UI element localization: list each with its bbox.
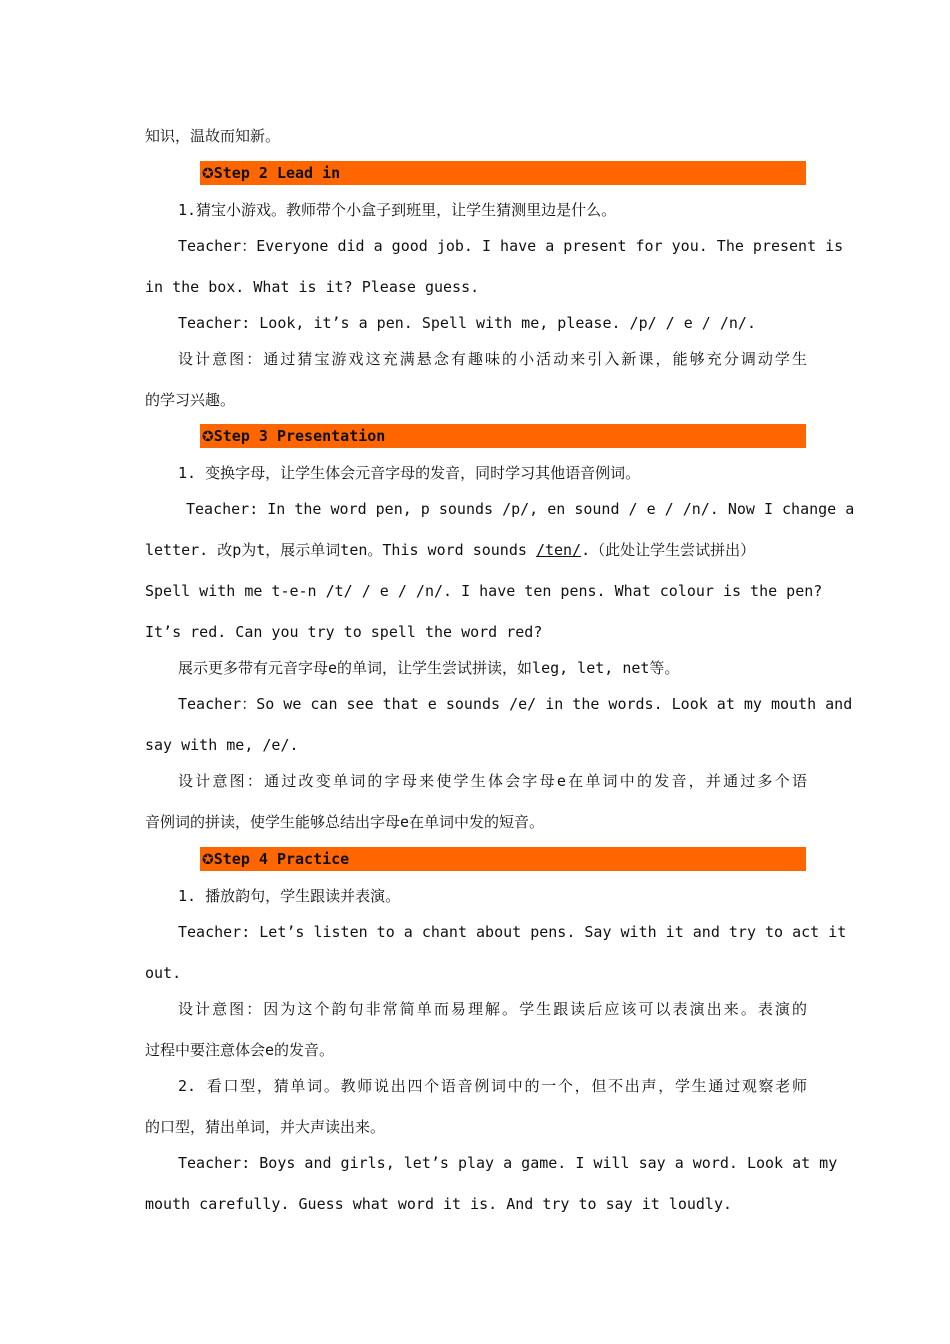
step3-teacher1-line2 [145, 540, 807, 560]
step3-teacher2-line2: say with me, /e/. [145, 736, 299, 754]
step2-heading-bar [200, 161, 806, 185]
step4-teacher2-line1: Teacher: Boys and girls, let’s play a game. I will say a word. Look at my [178, 1154, 838, 1172]
step4-item2-line2: 的口型，猜出单词，并大声读出来。 [145, 1118, 386, 1136]
step4-teacher1-line1: Teacher: Let’s listen to a chant about pens. Say with it and try to act it [178, 923, 847, 941]
step3-design-line2: 音例词的拼读，使学生能够总结出字母e在单词中发的短音。 [145, 813, 545, 831]
star-icon: ✪ [202, 166, 214, 182]
step3-teacher1-line2-post: .（此处让学生尝试拼出） [581, 541, 756, 559]
step4-teacher1-line2: out. [145, 964, 182, 982]
step2-teacher2: Teacher: Look, it’s a pen. Spell with me, please. /p/ / e / /n/. [178, 314, 756, 332]
step3-teacher1-line1: Teacher: In the word pen, p sounds /p/, en sound / e / /n/. Now I change a [186, 500, 855, 518]
step3-more-words: 展示更多带有元音字母e的单词，让学生尝试拼读，如leg, let, net等。 [178, 659, 680, 677]
star-icon: ✪ [202, 852, 214, 868]
step4-heading-bar [200, 847, 806, 871]
step3-heading: Step 3 Presentation [213, 427, 386, 445]
step2-heading: Step 2 Lead in [213, 164, 341, 182]
step2-teacher1-line2: in the box. What is it? Please guess. [145, 278, 480, 296]
step4-heading: Step 4 Practice [213, 850, 350, 868]
step4-teacher2-line2: mouth carefully. Guess what word it is. And try to say it loudly. [145, 1195, 732, 1213]
step3-design-line1: 设计意图：通过改变单词的字母来使学生体会字母e在单词中的发音，并通过多个语 [178, 772, 807, 790]
step2-design-line2: 的学习兴趣。 [145, 391, 236, 409]
step3-teacher1-line3: Spell with me t-e-n /t/ / e / /n/. I have ten pens. What colour is the pen? [145, 582, 823, 600]
step4-design-line2: 过程中要注意体会e的发音。 [145, 1041, 335, 1059]
step4-item1: 1. 播放韵句，学生跟读并表演。 [178, 887, 401, 905]
step3-phonetic-ten: /ten/ [535, 541, 582, 559]
step3-teacher1-line2-pre: letter. 改p为t，展示单词ten。This word sounds [145, 541, 536, 559]
step3-item1: 1. 变换字母，让学生体会元音字母的发音，同时学习其他语音例词。 [178, 464, 641, 482]
star-icon: ✪ [202, 429, 214, 445]
step2-teacher1-line1: Teacher：Everyone did a good job. I have a present for you. The present is [178, 237, 844, 255]
step3-heading-bar [200, 424, 806, 448]
step4-item2-line1: 2. 看口型，猜单词。教师说出四个语音例词中的一个，但不出声，学生通过观察老师 [178, 1077, 807, 1095]
step3-teacher2-line1: Teacher：So we can see that e sounds /e/ in the words. Look at my mouth and [178, 695, 853, 713]
intro-tail-text: 知识，温故而知新。 [145, 127, 281, 145]
step2-design-line1: 设计意图：通过猜宝游戏这充满悬念有趣味的小活动来引入新课，能够充分调动学生 [178, 350, 807, 368]
step2-item1: 1.猜宝小游戏。教师带个小盒子到班里，让学生猜测里边是什么。 [178, 201, 617, 219]
step3-teacher1-line4: It’s red. Can you try to spell the word red? [145, 623, 543, 641]
step4-design-line1: 设计意图：因为这个韵句非常简单而易理解。学生跟读后应该可以表演出来。表演的 [178, 1000, 807, 1018]
